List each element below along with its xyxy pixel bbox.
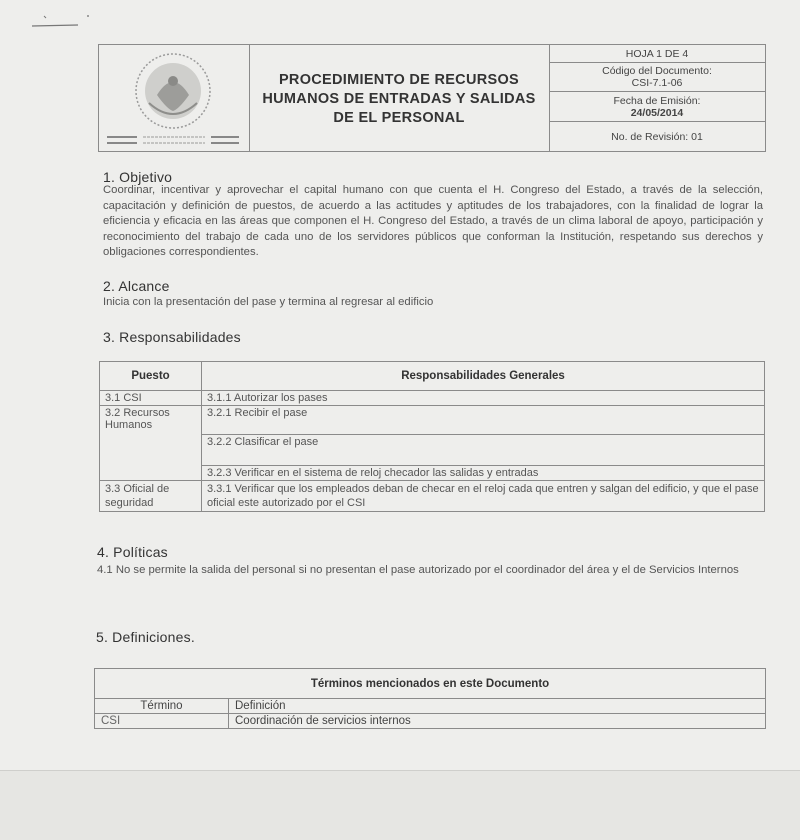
term-cell: CSI bbox=[95, 714, 229, 729]
politicas-text: 4.1 No se permite la salida del personal si no presentan el pase autorizado por el coordinador del área y el de Servicios Internos bbox=[97, 564, 739, 576]
issue-date-value: 24/05/2014 bbox=[630, 107, 684, 119]
responsibilities-table bbox=[99, 361, 765, 512]
document-info-cell bbox=[549, 45, 765, 151]
responsabilidad-cell: 3.3.1 Verificar que los empleados deban de checar en el reloj cada que entren y salgan del edificio, y que el pase oficial este autorizado por el CSI bbox=[202, 481, 765, 512]
table-row bbox=[95, 714, 766, 729]
pen-mark bbox=[30, 12, 90, 32]
column-header-puesto: Puesto bbox=[100, 362, 202, 391]
table-header-row bbox=[100, 362, 765, 391]
responsabilidad-cell: 3.1.1 Autorizar los pases bbox=[202, 391, 765, 406]
definitions-caption: Términos mencionados en este Documento bbox=[95, 669, 766, 699]
table-row bbox=[100, 481, 765, 512]
puesto-cell: 3.2 Recursos Humanos bbox=[100, 406, 202, 481]
objetivo-text: Coordinar, incentivar y aprovechar el capital humano con que cuenta el H. Congreso del Estado, a través de la selección, capacitación y definición de puestos, de acuerdo a las actitudes y aptitudes de los trabajadores, con la finalidad de lograr la eficiencia y eficacia en las áreas que componen el H. Congreso del Estado, a través de un clima laboral de apoyo, participación y reconocimiento del trabajo de cada uno de los servidores públicos que conforman la Institución, respetando sus derechos y obligaciones correspondientes. bbox=[103, 184, 763, 258]
responsabilidad-cell: 3.2.2 Clasificar el pase bbox=[202, 435, 765, 466]
document-header-table bbox=[98, 44, 766, 152]
document-code-row bbox=[549, 63, 765, 92]
responsabilidad-cell: 3.2.1 Recibir el pase bbox=[202, 406, 765, 435]
column-header-responsabilidades: Responsabilidades Generales bbox=[202, 362, 765, 391]
document-code-value: CSI-7.1-06 bbox=[631, 77, 683, 89]
issue-date-label: Fecha de Emisión: bbox=[613, 95, 701, 107]
document-title-cell bbox=[249, 45, 550, 151]
definition-cell: Coordinación de servicios internos bbox=[229, 714, 766, 729]
puesto-cell: 3.3 Oficial de seguridad bbox=[100, 481, 202, 512]
responsabilidad-cell: 3.2.3 Verificar en el sistema de reloj checador las salidas y entradas bbox=[202, 466, 765, 481]
issue-date-row bbox=[549, 92, 765, 122]
puesto-cell: 3.1 CSI bbox=[100, 391, 202, 406]
coat-of-arms-icon bbox=[127, 51, 219, 131]
table-row bbox=[100, 391, 765, 406]
logo-cell bbox=[99, 45, 250, 151]
table-caption-row bbox=[95, 669, 766, 699]
table-header-row bbox=[95, 699, 766, 714]
column-header-definicion: Definición bbox=[229, 699, 766, 714]
section-title-definiciones: 5. Definiciones. bbox=[96, 629, 195, 645]
section-title-objetivo: 1. Objetivo bbox=[103, 169, 173, 185]
revision-number: No. de Revisión: 01 bbox=[611, 131, 703, 143]
definitions-table bbox=[94, 668, 766, 729]
title-line-2: HUMANOS DE ENTRADAS Y SALIDAS bbox=[262, 90, 536, 107]
page-edge bbox=[0, 770, 800, 840]
section-title-alcance: 2. Alcance bbox=[103, 278, 170, 294]
section-title-politicas: 4. Políticas bbox=[97, 544, 168, 560]
title-line-3: DE EL PERSONAL bbox=[333, 109, 465, 126]
section-title-responsabilidades: 3. Responsabilidades bbox=[103, 329, 241, 345]
title-line-1: PROCEDIMIENTO DE RECURSOS bbox=[278, 71, 520, 88]
institution-name-lines bbox=[107, 133, 239, 147]
document-title bbox=[262, 69, 535, 128]
document-code-label: Código del Documento: bbox=[602, 65, 712, 77]
alcance-text: Inicia con la presentación del pase y termina al regresar al edificio bbox=[103, 296, 434, 308]
table-row bbox=[100, 406, 765, 435]
column-header-termino: Término bbox=[95, 699, 229, 714]
sheet-number: HOJA 1 DE 4 bbox=[549, 45, 765, 63]
